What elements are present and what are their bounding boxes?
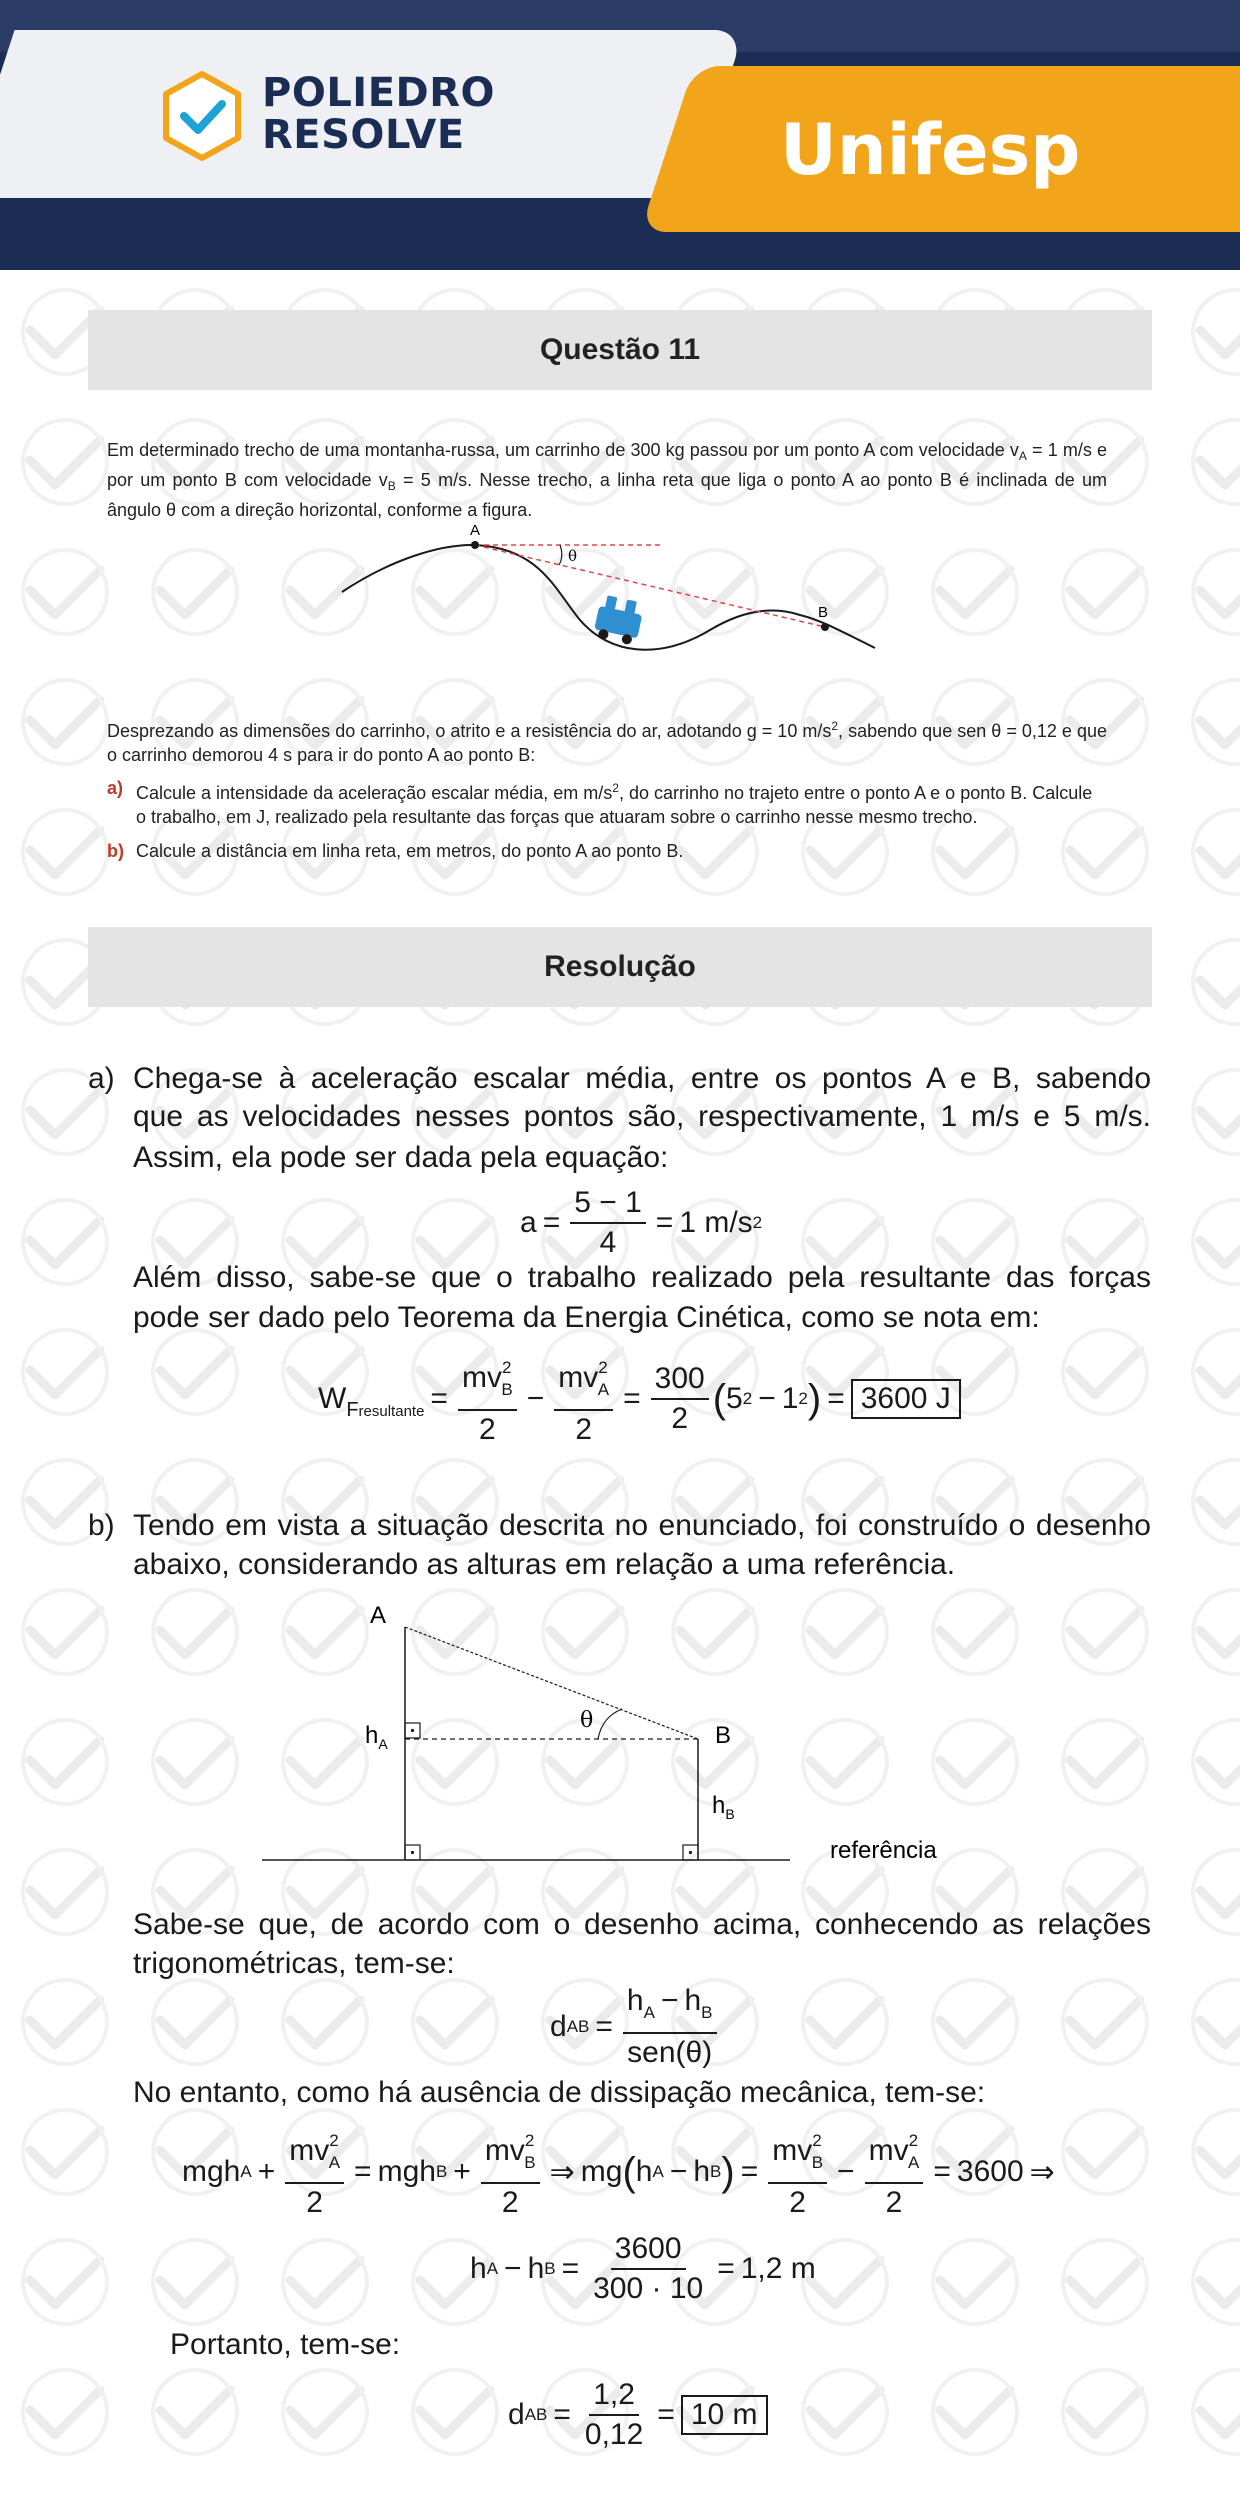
eq1-exponent: 2 xyxy=(752,1213,763,1232)
chord-dashed-line xyxy=(475,545,825,627)
resolution-a-line3: Assim, ela pode ser dada pela equação: xyxy=(133,1141,669,1174)
eq3-sub: AB xyxy=(566,2017,590,2036)
eq5-sub-b: B xyxy=(544,2259,556,2278)
eq2-den-300: 2 xyxy=(671,1402,689,1435)
eq5-denominator: 300 · 10 xyxy=(593,2272,704,2305)
eq4-sub-a4: A xyxy=(908,2153,920,2172)
point-a xyxy=(471,541,479,549)
eq5-result: 1,2 m xyxy=(740,2252,816,2285)
eq1-fraction xyxy=(570,1186,646,1260)
eq6-denominator: 0,12 xyxy=(584,2418,644,2451)
brand-line2: RESOLVE xyxy=(262,112,465,158)
eq1-denominator: 4 xyxy=(599,1226,617,1259)
resolution-b-line2: abaixo, considerando as alturas em relação a uma referência. xyxy=(133,1548,956,1581)
fig2-label-theta: θ xyxy=(580,1708,594,1733)
equation-final-distance: d AB = $\frac{1,2}{0,12}$ = 10 m xyxy=(508,2372,768,2458)
question-item-b xyxy=(107,839,1107,863)
eq5-numerator: 3600 xyxy=(611,2232,686,2270)
fig2-label-hb: $h_B$ xyxy=(712,1792,735,1822)
eq3-d: d xyxy=(550,2010,567,2043)
eq2-sub-b: B xyxy=(501,1380,513,1399)
eq4-sub-b2: B xyxy=(524,2153,536,2172)
heights-diagram xyxy=(250,1595,990,1875)
point-b xyxy=(821,623,829,631)
eq2-sub-f: F xyxy=(346,1399,359,1421)
eq5-fraction xyxy=(589,2232,707,2306)
eq3-hb-sub: B xyxy=(701,2003,713,2022)
resolution-a-label: a) xyxy=(88,1062,115,1095)
eq6-sub: AB xyxy=(524,2405,548,2424)
label-b: B xyxy=(818,604,829,621)
eq4-sub-b3: B xyxy=(710,2162,722,2181)
eq2-frac-b xyxy=(458,1351,517,1447)
eq4-result: 3600 xyxy=(956,2155,1024,2188)
eq2-den-a: 2 xyxy=(575,1413,593,1446)
resolution-a-line2: que as velocidades nesses pontos são, respectivamente, 1 m/s e 5 m/s. xyxy=(133,1100,1151,1133)
eq2-sub-a: A xyxy=(597,1380,610,1399)
eq2-boxed-result: 3600 J xyxy=(851,1379,961,1419)
eq4-frac-b xyxy=(481,2124,540,2220)
eq4-sq-a2: 2 xyxy=(908,2131,919,2150)
eq5-h-b: h xyxy=(527,2252,545,2285)
roller-coaster-figure xyxy=(330,520,890,670)
eq3-denominator: sen(θ) xyxy=(627,2036,713,2069)
eq3-ha-h: h xyxy=(626,1984,644,2017)
resolution-b-line5: No entanto, como há ausência de dissipação mecânica, tem-se: xyxy=(133,2076,986,2109)
eq4-sub-b4: B xyxy=(811,2153,824,2172)
eq1-result: 1 m/s xyxy=(679,1206,753,1239)
eq6-numerator: 1,2 xyxy=(589,2378,639,2416)
eq4-mv-b2: mv xyxy=(772,2134,813,2167)
eq4-mv-a: mv xyxy=(289,2134,330,2167)
exam-name: Unifesp xyxy=(780,109,1081,191)
eq4-sub-a1: A xyxy=(240,2162,252,2181)
fig2-label-reference: referência xyxy=(830,1837,937,1864)
eq4-sub-a3: A xyxy=(652,2162,664,2181)
eq4-sub-a2: A xyxy=(328,2153,341,2172)
eq4-sq-b: 2 xyxy=(524,2131,535,2150)
equation-distance: d AB = $\frac{h_A - h_B}{\text{sen(θ)}}$ xyxy=(550,1984,721,2070)
resolution-b-label: b) xyxy=(88,1509,115,1542)
eq4-den-a: 2 xyxy=(306,2186,323,2219)
question-paragraph-1: Em determinado trecho de uma montanha-russa, um carrinho de 300 kg passou por um ponto A com velocidade $v_A = 1$ m/s e por um ponto B com velocidade $v_B = 5$ m/s. Nesse trecho, a linha reta que liga o ponto A ao ponto B é inclinada de um ângulo θ com a direção horizontal, conforme a figura. xyxy=(107,440,1107,520)
eq4-mv-b: mv xyxy=(484,2134,525,2167)
segment-ab xyxy=(405,1627,698,1739)
question-paragraph-2: Desprezando as dimensões do carrinho, o atrito e a resistência do ar, adotando g = 10 $m/s^2$, sabendo que sen θ = 0,12 e que o carrinho demorou 4 s para ir do ponto A ao ponto B: xyxy=(107,719,1107,765)
resolution-b-line6: Portanto, tem-se: xyxy=(170,2328,401,2361)
eq2-sub-resultante: resultante xyxy=(358,1403,425,1420)
eq2-one-exp: 2 xyxy=(798,1389,808,1408)
resolution-title: Resolução xyxy=(88,927,1152,1007)
item-a-text: Calcule a intensidade da aceleração escalar média, em $m/s^2$, do carrinho no trajeto entre o ponto A e o ponto B. Calcule o trabalho, em J, realizado pela resultante das forças que atuaram sobre o carrinho nesse mesmo trecho. xyxy=(136,781,1093,827)
eq2-sq-a: 2 xyxy=(598,1358,608,1377)
item-b-label: b) xyxy=(107,841,124,861)
item-b-text: Calcule a distância em linha reta, em metros, do ponto A ao ponto B. xyxy=(136,841,684,861)
fig2-label-b: B xyxy=(715,1722,732,1749)
resolution-a-line1: Chega-se à aceleração escalar média, entre os pontos A e B, sabendo xyxy=(133,1062,1151,1095)
eq4-den-b2: 2 xyxy=(789,2186,806,2219)
theta-arc-2 xyxy=(598,1709,622,1739)
eq4-frac-a xyxy=(285,2124,344,2220)
item-a-label: a) xyxy=(107,778,124,798)
eq4-mg: mg xyxy=(580,2155,623,2188)
resolution-a-line4: Além disso, sabe-se que o trabalho realizado pela resultante das forças xyxy=(133,1261,1151,1294)
eq2-one: 1 xyxy=(781,1382,799,1415)
label-theta: θ xyxy=(568,547,578,565)
theta-arc xyxy=(559,545,562,565)
eq2-five-exp: 2 xyxy=(742,1389,753,1408)
question-item-a xyxy=(107,776,1107,827)
eq5-h-a: h xyxy=(470,2252,487,2285)
eq4-mgh-b: mgh xyxy=(377,2155,436,2188)
fig2-label-ha: $h_A$ xyxy=(365,1722,388,1752)
eq2-300: 300 xyxy=(651,1362,709,1400)
equation-work: W Fresultante = $\frac{mv^2_B}{2}$ − $\frac{mv^2_A}{2}$ = $\frac{300}{2}$ ( 5 2 − 1 2 ) = 3600 J xyxy=(318,1354,961,1444)
eq3-ha-sub: A xyxy=(643,2003,655,2022)
eq6-fraction xyxy=(581,2378,647,2452)
eq1-numerator: 5 − 1 xyxy=(570,1186,646,1224)
eq4-den-b: 2 xyxy=(501,2186,519,2219)
eq4-sub-b1: B xyxy=(435,2162,448,2181)
resolution-b-line4: trigonométricas, tem-se: xyxy=(133,1947,455,1980)
resolution-b-line1: Tendo em vista a situação descrita no enunciado, foi construído o desenho xyxy=(133,1509,1151,1542)
eq4-frac-b2 xyxy=(768,2124,827,2220)
eq2-sq-b: 2 xyxy=(501,1358,512,1377)
eq2-w: W xyxy=(318,1382,347,1415)
header-banner xyxy=(0,0,1240,270)
resolution-a-line5: pode ser dado pelo Teorema da Energia Cinética, como se nota em: xyxy=(133,1301,1040,1334)
eq1-lhs: a xyxy=(520,1206,537,1239)
equation-energy-conservation: mgh A + $\frac{mv^2_A}{2}$ = mgh B + $\frac{mv^2_B}{2}$ ⇒ mg ( h A − h B ) = $\frac{mv^2_B}{2}$ − $\frac{mv^2_A}{2}$ = 3600 ⇒ xyxy=(182,2127,1061,2217)
equation-acceleration: a = $\frac{5 - 1}{4}$ = 1 m/s 2 xyxy=(520,1186,763,1259)
brand-line1: POLIEDRO xyxy=(262,70,496,116)
eq5-sub-a: A xyxy=(486,2259,499,2278)
resolution-b-line3: Sabe-se que, de acordo com o desenho acima, conhecendo as relações xyxy=(133,1908,1151,1941)
eq4-mv-a2: mv xyxy=(868,2134,909,2167)
eq4-sq-a: 2 xyxy=(329,2131,339,2150)
eq2-five: 5 xyxy=(726,1382,743,1415)
eq2-frac-300 xyxy=(651,1362,709,1436)
check-badge-icon xyxy=(158,70,246,162)
fig2-label-a: A xyxy=(370,1602,387,1629)
eq2-mv-a: mv xyxy=(558,1361,599,1394)
eq4-sq-b2: 2 xyxy=(812,2131,822,2150)
eq4-den-a2: 2 xyxy=(885,2186,903,2219)
eq3-fraction: $\frac{h_A - h_B}{\text{sen(θ)}}$ xyxy=(623,1984,717,2070)
eq3-hb-h: h xyxy=(684,1984,702,2017)
eq2-frac-a xyxy=(554,1351,613,1447)
eq6-boxed-result: 10 m xyxy=(681,2395,768,2435)
eq4-mgh-a: mgh xyxy=(182,2155,241,2188)
eq6-d: d xyxy=(508,2398,525,2431)
question-title: Questão 11 xyxy=(88,310,1152,390)
brand-name xyxy=(262,72,495,156)
label-a: A xyxy=(470,522,481,539)
equation-height-difference: h A − h B = $\frac{3600}{300 \cdot 10}$ = 1,2 m xyxy=(470,2232,816,2305)
eq2-mv-b: mv xyxy=(461,1361,502,1394)
eq2-den-b: 2 xyxy=(479,1413,496,1446)
eq4-frac-a2 xyxy=(865,2124,924,2220)
